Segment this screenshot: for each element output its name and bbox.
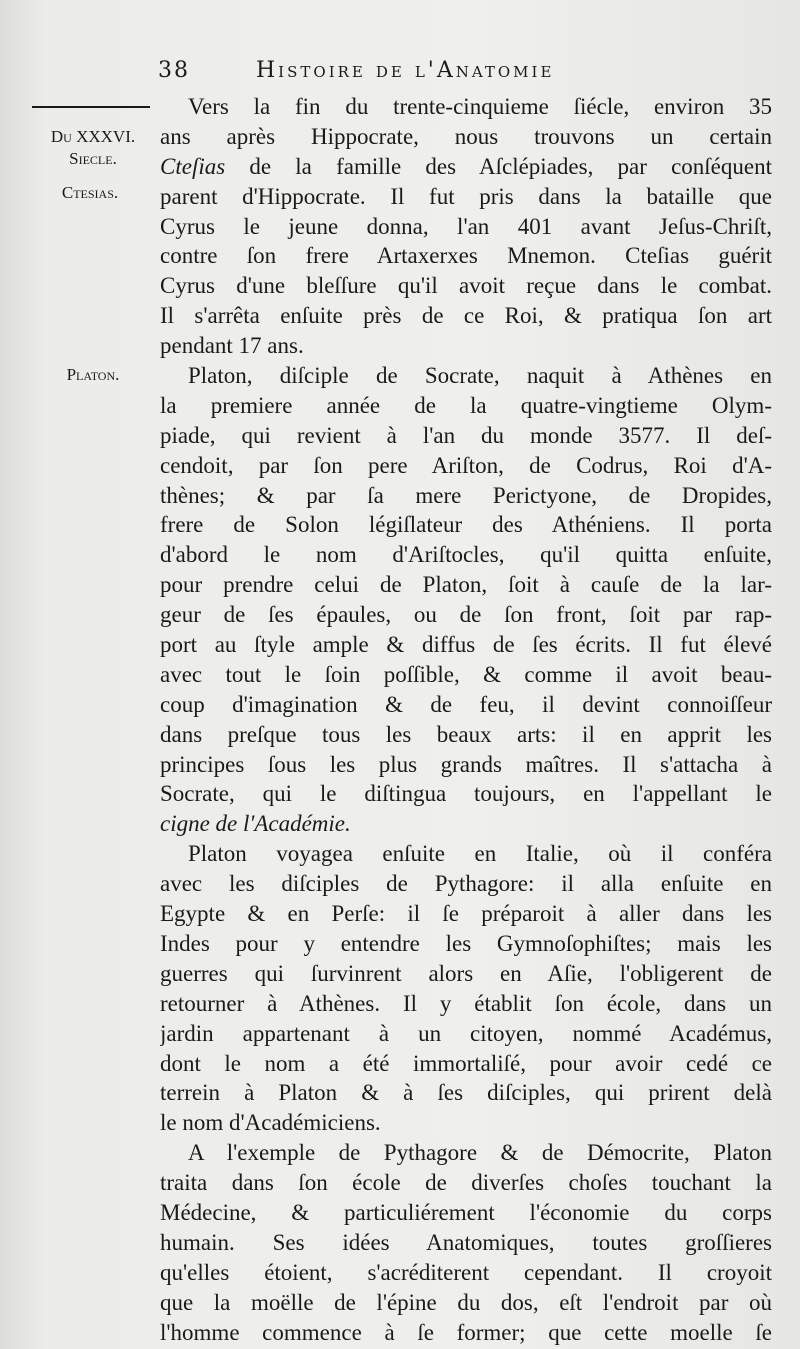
text-line: Il s'arrêta enſuite près de ce Roi, & pratiqua ſon art xyxy=(160,303,772,329)
text-line: thènes; & par ſa mere Perictyone, de Dropides, xyxy=(160,482,772,508)
text-line: port au ſtyle ample & diffus de ſes écrits. Il fut élevé xyxy=(160,632,772,658)
text-line: cigne de l'Académie. xyxy=(160,811,351,837)
text-line: dans preſque tous les beaux arts: il en apprit les xyxy=(160,721,772,747)
text-line xyxy=(160,152,772,182)
paragraph-anatomy xyxy=(160,1138,772,1347)
text-line: guerres qui ſurvinrent alors en Aſie, l'obligerent de xyxy=(160,960,772,986)
text-line: pendant 17 ans. xyxy=(160,333,304,359)
text-line: coup d'imagination & de feu, il devint connoiſſeur xyxy=(160,691,772,717)
text-line: geur de ſes épaules, ou de ſon front, ſoit par rap- xyxy=(160,602,772,628)
page-number: 38 xyxy=(158,58,190,83)
text-line: avec tout le ſoin poſſible, & comme il avoit beau- xyxy=(160,661,772,687)
text-line: Egypte & en Perſe: il ſe préparoit à aller dans les xyxy=(160,901,772,927)
text-line: Médecine, & particuliérement l'économie du corps xyxy=(160,1199,772,1225)
text-line: Cyrus le jeune donna, l'an 401 avant Jeſus-Chriſt, xyxy=(160,213,772,239)
text-line: principes ſous les plus grands maîtres. Il s'attacha à xyxy=(160,751,772,777)
text-line: parent d'Hippocrate. Il fut pris dans la bataille que xyxy=(160,183,772,209)
text-line: piade, qui revient à l'an du monde 3577. Il deſ- xyxy=(160,422,772,448)
text-line: dont le nom a été immortaliſé, pour avoir cedé ce xyxy=(160,1050,772,1076)
margin-note-ctesias: Ctesias. xyxy=(61,183,119,202)
text-line: traita dans ſon école de diverſes choſes touchant la xyxy=(160,1170,772,1196)
body-text xyxy=(160,92,772,1347)
text-fragment: de la famille des Aſclépiades, par conſéquent xyxy=(225,153,772,179)
text-line: Cyrus d'une bleſſure qu'il avoit reçue dans le combat. xyxy=(160,273,772,299)
text-line: Indes pour y entendre les Gymnoſophiſtes; mais les xyxy=(160,930,772,956)
text-line: la premiere année de la quatre-vingtieme Olym- xyxy=(160,392,772,418)
text-line: frere de Solon légiſlateur des Athéniens. Il porta xyxy=(160,512,772,538)
margin-note-century: Du XXXVI. Siecle. xyxy=(50,127,136,168)
text-line: retourner à Athènes. Il y établit ſon école, dans un xyxy=(160,990,772,1016)
text-line: A l'exemple de Pythagore & de Démocrite, Platon xyxy=(188,1140,772,1166)
text-line: d'abord le nom d'Ariſtocles, qu'il quitta enſuite, xyxy=(160,542,772,568)
paragraph-ctesias xyxy=(160,92,772,361)
text-line: le nom d'Académiciens. xyxy=(160,1110,381,1136)
text-line: cendoit, par ſon pere Ariſton, de Codrus, Roi d'A- xyxy=(160,452,772,478)
text-line: Vers la fin du trente-cinquieme ſiécle, environ 35 xyxy=(188,94,772,119)
text-line: l'homme commence à ſe former; que cette moelle ſe xyxy=(160,1319,772,1345)
page-header xyxy=(158,58,770,94)
text-line: pour prendre celui de Platon, ſoit à cauſe de la lar- xyxy=(160,572,772,598)
paragraph-platon xyxy=(160,361,772,839)
text-line: que la moëlle de l'épine du dos, eſt l'endroit par où xyxy=(160,1289,772,1315)
text-line: contre ſon frere Artaxerxes Mnemon. Cteſias guérit xyxy=(160,243,772,269)
text-line: avec les diſciples de Pythagore: il alla enſuite en xyxy=(160,871,772,897)
text-line: jardin appartenant à un citoyen, nommé Académus, xyxy=(160,1020,772,1046)
text-line: humain. Ses idées Anatomiques, toutes groſſieres xyxy=(160,1229,772,1255)
text-line: Socrate, qui le diſtingua toujours, en l'appellant le xyxy=(160,781,772,807)
margin-rule xyxy=(32,106,150,108)
text-line: Platon voyagea enſuite en Italie, où il conféra xyxy=(188,841,772,867)
text-line: qu'elles étoient, s'acréditerent cependant. Il croyoit xyxy=(160,1259,772,1285)
text-line: Platon, diſciple de Socrate, naquit à Athènes en xyxy=(188,363,772,389)
running-title: Histoire de l'Anatomie xyxy=(256,58,555,83)
margin-note-platon: Platon. xyxy=(66,365,120,384)
name-ctesias: Cteſias xyxy=(160,153,226,179)
text-line: terrein à Platon & à ſes diſciples, qui prirent delà xyxy=(160,1080,772,1106)
text-line: ans après Hippocrate, nous trouvons un certain xyxy=(160,123,772,149)
paragraph-voyages xyxy=(160,839,772,1138)
